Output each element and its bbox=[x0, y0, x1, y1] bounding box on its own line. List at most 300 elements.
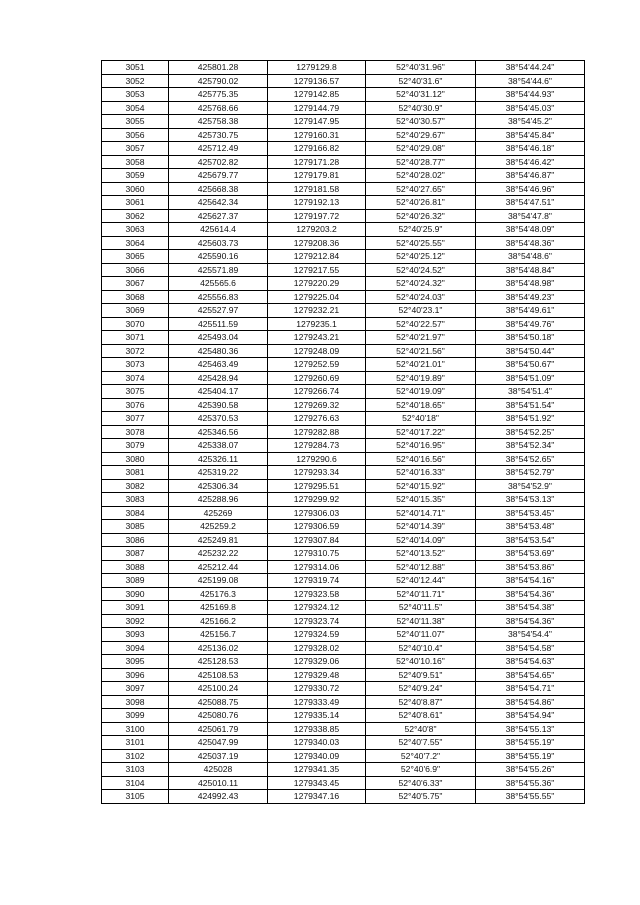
y-coordinate-cell: 1279284.73 bbox=[268, 439, 366, 453]
y-coordinate-cell: 1279347.16 bbox=[268, 790, 366, 804]
y-coordinate-cell: 1279235.1 bbox=[268, 317, 366, 331]
y-coordinate-cell: 1279295.51 bbox=[268, 479, 366, 493]
table-row bbox=[102, 317, 585, 331]
point-number-cell: 3095 bbox=[102, 655, 169, 669]
point-number-cell: 3105 bbox=[102, 790, 169, 804]
longitude-cell: 38°54'53.54" bbox=[476, 533, 585, 547]
table-row bbox=[102, 250, 585, 264]
longitude-cell: 38°54'51.92" bbox=[476, 412, 585, 426]
latitude-cell: 52°40'8.87" bbox=[366, 695, 476, 709]
x-coordinate-cell: 425136.02 bbox=[169, 641, 268, 655]
x-coordinate-cell: 425288.96 bbox=[169, 493, 268, 507]
point-number-cell: 3057 bbox=[102, 142, 169, 156]
table-row bbox=[102, 101, 585, 115]
x-coordinate-cell: 425565.6 bbox=[169, 277, 268, 291]
x-coordinate-cell: 425080.76 bbox=[169, 709, 268, 723]
table-row bbox=[102, 614, 585, 628]
longitude-cell: 38°54'49.61" bbox=[476, 304, 585, 318]
table-row bbox=[102, 88, 585, 102]
y-coordinate-cell: 1279225.04 bbox=[268, 290, 366, 304]
latitude-cell: 52°40'24.32" bbox=[366, 277, 476, 291]
table-row bbox=[102, 641, 585, 655]
longitude-cell: 38°54'51.4" bbox=[476, 385, 585, 399]
longitude-cell: 38°54'54.36" bbox=[476, 614, 585, 628]
longitude-cell: 38°54'55.36" bbox=[476, 776, 585, 790]
y-coordinate-cell: 1279129.8 bbox=[268, 61, 366, 75]
x-coordinate-cell: 425668.38 bbox=[169, 182, 268, 196]
table-row bbox=[102, 412, 585, 426]
x-coordinate-cell: 425480.36 bbox=[169, 344, 268, 358]
longitude-cell: 38°54'49.76" bbox=[476, 317, 585, 331]
longitude-cell: 38°54'53.69" bbox=[476, 547, 585, 561]
table-row bbox=[102, 560, 585, 574]
latitude-cell: 52°40'19.09" bbox=[366, 385, 476, 399]
latitude-cell: 52°40'19.89" bbox=[366, 371, 476, 385]
table-row bbox=[102, 223, 585, 237]
longitude-cell: 38°54'48.84" bbox=[476, 263, 585, 277]
latitude-cell: 52°40'16.56" bbox=[366, 452, 476, 466]
longitude-cell: 38°54'48.6" bbox=[476, 250, 585, 264]
latitude-cell: 52°40'18.65" bbox=[366, 398, 476, 412]
longitude-cell: 38°54'48.36" bbox=[476, 236, 585, 250]
longitude-cell: 38°54'54.4" bbox=[476, 628, 585, 642]
point-number-cell: 3092 bbox=[102, 614, 169, 628]
point-number-cell: 3091 bbox=[102, 601, 169, 615]
point-number-cell: 3076 bbox=[102, 398, 169, 412]
table-row bbox=[102, 169, 585, 183]
point-number-cell: 3051 bbox=[102, 61, 169, 75]
x-coordinate-cell: 425642.34 bbox=[169, 196, 268, 210]
x-coordinate-cell: 425061.79 bbox=[169, 722, 268, 736]
latitude-cell: 52°40'29.67" bbox=[366, 128, 476, 142]
longitude-cell: 38°54'44.24" bbox=[476, 61, 585, 75]
x-coordinate-cell: 425232.22 bbox=[169, 547, 268, 561]
latitude-cell: 52°40'7.2" bbox=[366, 749, 476, 763]
longitude-cell: 38°54'49.23" bbox=[476, 290, 585, 304]
table-row bbox=[102, 452, 585, 466]
point-number-cell: 3065 bbox=[102, 250, 169, 264]
point-number-cell: 3073 bbox=[102, 358, 169, 372]
point-number-cell: 3103 bbox=[102, 763, 169, 777]
y-coordinate-cell: 1279314.06 bbox=[268, 560, 366, 574]
y-coordinate-cell: 1279333.49 bbox=[268, 695, 366, 709]
point-number-cell: 3069 bbox=[102, 304, 169, 318]
longitude-cell: 38°54'53.45" bbox=[476, 506, 585, 520]
longitude-cell: 38°54'52.25" bbox=[476, 425, 585, 439]
latitude-cell: 52°40'14.09" bbox=[366, 533, 476, 547]
longitude-cell: 38°54'50.44" bbox=[476, 344, 585, 358]
latitude-cell: 52°40'12.88" bbox=[366, 560, 476, 574]
x-coordinate-cell: 425326.11 bbox=[169, 452, 268, 466]
table-row bbox=[102, 385, 585, 399]
y-coordinate-cell: 1279243.21 bbox=[268, 331, 366, 345]
latitude-cell: 52°40'15.35" bbox=[366, 493, 476, 507]
y-coordinate-cell: 1279217.55 bbox=[268, 263, 366, 277]
longitude-cell: 38°54'54.86" bbox=[476, 695, 585, 709]
latitude-cell: 52°40'31.6" bbox=[366, 74, 476, 88]
table-row bbox=[102, 466, 585, 480]
x-coordinate-cell: 425156.7 bbox=[169, 628, 268, 642]
x-coordinate-cell: 425404.17 bbox=[169, 385, 268, 399]
table-row bbox=[102, 763, 585, 777]
x-coordinate-cell: 425047.99 bbox=[169, 736, 268, 750]
y-coordinate-cell: 1279335.14 bbox=[268, 709, 366, 723]
latitude-cell: 52°40'24.03" bbox=[366, 290, 476, 304]
x-coordinate-cell: 425212.44 bbox=[169, 560, 268, 574]
longitude-cell: 38°54'54.16" bbox=[476, 574, 585, 588]
latitude-cell: 52°40'7.55" bbox=[366, 736, 476, 750]
y-coordinate-cell: 1279166.82 bbox=[268, 142, 366, 156]
latitude-cell: 52°40'31.12" bbox=[366, 88, 476, 102]
point-number-cell: 3061 bbox=[102, 196, 169, 210]
table-row bbox=[102, 709, 585, 723]
latitude-cell: 52°40'5.75" bbox=[366, 790, 476, 804]
longitude-cell: 38°54'54.94" bbox=[476, 709, 585, 723]
y-coordinate-cell: 1279144.79 bbox=[268, 101, 366, 115]
x-coordinate-cell: 425428.94 bbox=[169, 371, 268, 385]
y-coordinate-cell: 1279340.03 bbox=[268, 736, 366, 750]
longitude-cell: 38°54'46.18" bbox=[476, 142, 585, 156]
table-row bbox=[102, 115, 585, 129]
point-number-cell: 3099 bbox=[102, 709, 169, 723]
x-coordinate-cell: 425463.49 bbox=[169, 358, 268, 372]
latitude-cell: 52°40'27.65" bbox=[366, 182, 476, 196]
latitude-cell: 52°40'11.07" bbox=[366, 628, 476, 642]
y-coordinate-cell: 1279324.12 bbox=[268, 601, 366, 615]
longitude-cell: 38°54'54.63" bbox=[476, 655, 585, 669]
longitude-cell: 38°54'55.19" bbox=[476, 749, 585, 763]
table-row bbox=[102, 749, 585, 763]
x-coordinate-cell: 425100.24 bbox=[169, 682, 268, 696]
point-number-cell: 3096 bbox=[102, 668, 169, 682]
table-row bbox=[102, 722, 585, 736]
longitude-cell: 38°54'51.54" bbox=[476, 398, 585, 412]
table-row bbox=[102, 398, 585, 412]
point-number-cell: 3058 bbox=[102, 155, 169, 169]
y-coordinate-cell: 1279276.63 bbox=[268, 412, 366, 426]
y-coordinate-cell: 1279197.72 bbox=[268, 209, 366, 223]
longitude-cell: 38°54'53.86" bbox=[476, 560, 585, 574]
table-row bbox=[102, 155, 585, 169]
point-number-cell: 3090 bbox=[102, 587, 169, 601]
point-number-cell: 3053 bbox=[102, 88, 169, 102]
longitude-cell: 38°54'52.65" bbox=[476, 452, 585, 466]
y-coordinate-cell: 1279319.74 bbox=[268, 574, 366, 588]
latitude-cell: 52°40'30.9" bbox=[366, 101, 476, 115]
table-row bbox=[102, 533, 585, 547]
table-row bbox=[102, 209, 585, 223]
x-coordinate-cell: 425176.3 bbox=[169, 587, 268, 601]
point-number-cell: 3089 bbox=[102, 574, 169, 588]
table-row bbox=[102, 236, 585, 250]
point-number-cell: 3097 bbox=[102, 682, 169, 696]
point-number-cell: 3100 bbox=[102, 722, 169, 736]
point-number-cell: 3079 bbox=[102, 439, 169, 453]
x-coordinate-cell: 425338.07 bbox=[169, 439, 268, 453]
x-coordinate-cell: 425614.4 bbox=[169, 223, 268, 237]
latitude-cell: 52°40'8.61" bbox=[366, 709, 476, 723]
point-number-cell: 3084 bbox=[102, 506, 169, 520]
y-coordinate-cell: 1279341.35 bbox=[268, 763, 366, 777]
y-coordinate-cell: 1279220.29 bbox=[268, 277, 366, 291]
y-coordinate-cell: 1279192.13 bbox=[268, 196, 366, 210]
longitude-cell: 38°54'55.26" bbox=[476, 763, 585, 777]
y-coordinate-cell: 1279340.09 bbox=[268, 749, 366, 763]
longitude-cell: 38°54'47.51" bbox=[476, 196, 585, 210]
y-coordinate-cell: 1279260.69 bbox=[268, 371, 366, 385]
x-coordinate-cell: 425801.28 bbox=[169, 61, 268, 75]
longitude-cell: 38°54'50.67" bbox=[476, 358, 585, 372]
y-coordinate-cell: 1279160.31 bbox=[268, 128, 366, 142]
latitude-cell: 52°40'10.4" bbox=[366, 641, 476, 655]
latitude-cell: 52°40'26.32" bbox=[366, 209, 476, 223]
latitude-cell: 52°40'6.33" bbox=[366, 776, 476, 790]
point-number-cell: 3083 bbox=[102, 493, 169, 507]
table-row bbox=[102, 128, 585, 142]
longitude-cell: 38°54'53.13" bbox=[476, 493, 585, 507]
y-coordinate-cell: 1279330.72 bbox=[268, 682, 366, 696]
longitude-cell: 38°54'55.13" bbox=[476, 722, 585, 736]
y-coordinate-cell: 1279329.06 bbox=[268, 655, 366, 669]
table-row bbox=[102, 628, 585, 642]
table-row bbox=[102, 520, 585, 534]
point-number-cell: 3077 bbox=[102, 412, 169, 426]
latitude-cell: 52°40'14.71" bbox=[366, 506, 476, 520]
table-row bbox=[102, 506, 585, 520]
x-coordinate-cell: 425679.77 bbox=[169, 169, 268, 183]
table-row bbox=[102, 263, 585, 277]
x-coordinate-cell: 425527.97 bbox=[169, 304, 268, 318]
table-row bbox=[102, 142, 585, 156]
y-coordinate-cell: 1279290.6 bbox=[268, 452, 366, 466]
longitude-cell: 38°54'45.03" bbox=[476, 101, 585, 115]
table-row bbox=[102, 439, 585, 453]
longitude-cell: 38°54'46.42" bbox=[476, 155, 585, 169]
y-coordinate-cell: 1279299.92 bbox=[268, 493, 366, 507]
point-number-cell: 3056 bbox=[102, 128, 169, 142]
latitude-cell: 52°40'11.5" bbox=[366, 601, 476, 615]
latitude-cell: 52°40'30.57" bbox=[366, 115, 476, 129]
latitude-cell: 52°40'25.9" bbox=[366, 223, 476, 237]
y-coordinate-cell: 1279136.57 bbox=[268, 74, 366, 88]
table-row bbox=[102, 655, 585, 669]
latitude-cell: 52°40'29.08" bbox=[366, 142, 476, 156]
latitude-cell: 52°40'11.71" bbox=[366, 587, 476, 601]
longitude-cell: 38°54'48.98" bbox=[476, 277, 585, 291]
x-coordinate-cell: 425790.02 bbox=[169, 74, 268, 88]
point-number-cell: 3087 bbox=[102, 547, 169, 561]
point-number-cell: 3093 bbox=[102, 628, 169, 642]
latitude-cell: 52°40'25.55" bbox=[366, 236, 476, 250]
x-coordinate-cell: 425603.73 bbox=[169, 236, 268, 250]
latitude-cell: 52°40'13.52" bbox=[366, 547, 476, 561]
y-coordinate-cell: 1279338.85 bbox=[268, 722, 366, 736]
point-number-cell: 3094 bbox=[102, 641, 169, 655]
y-coordinate-cell: 1279282.88 bbox=[268, 425, 366, 439]
y-coordinate-cell: 1279142.85 bbox=[268, 88, 366, 102]
latitude-cell: 52°40'21.97" bbox=[366, 331, 476, 345]
y-coordinate-cell: 1279252.59 bbox=[268, 358, 366, 372]
x-coordinate-cell: 425259.2 bbox=[169, 520, 268, 534]
longitude-cell: 38°54'46.96" bbox=[476, 182, 585, 196]
point-number-cell: 3059 bbox=[102, 169, 169, 183]
point-number-cell: 3055 bbox=[102, 115, 169, 129]
table-row bbox=[102, 587, 585, 601]
x-coordinate-cell: 425169.8 bbox=[169, 601, 268, 615]
y-coordinate-cell: 1279203.2 bbox=[268, 223, 366, 237]
longitude-cell: 38°54'45.84" bbox=[476, 128, 585, 142]
latitude-cell: 52°40'23.1" bbox=[366, 304, 476, 318]
table-row bbox=[102, 493, 585, 507]
longitude-cell: 38°54'44.6" bbox=[476, 74, 585, 88]
table-row bbox=[102, 547, 585, 561]
table-row bbox=[102, 277, 585, 291]
table-row bbox=[102, 574, 585, 588]
x-coordinate-cell: 425088.75 bbox=[169, 695, 268, 709]
longitude-cell: 38°54'52.9" bbox=[476, 479, 585, 493]
latitude-cell: 52°40'10.16" bbox=[366, 655, 476, 669]
x-coordinate-cell: 425768.66 bbox=[169, 101, 268, 115]
y-coordinate-cell: 1279171.28 bbox=[268, 155, 366, 169]
point-number-cell: 3088 bbox=[102, 560, 169, 574]
y-coordinate-cell: 1279208.36 bbox=[268, 236, 366, 250]
table-row bbox=[102, 479, 585, 493]
y-coordinate-cell: 1279323.74 bbox=[268, 614, 366, 628]
latitude-cell: 52°40'25.12" bbox=[366, 250, 476, 264]
longitude-cell: 38°54'53.48" bbox=[476, 520, 585, 534]
longitude-cell: 38°54'55.55" bbox=[476, 790, 585, 804]
table-row bbox=[102, 425, 585, 439]
x-coordinate-cell: 425702.82 bbox=[169, 155, 268, 169]
table-row bbox=[102, 790, 585, 804]
y-coordinate-cell: 1279212.84 bbox=[268, 250, 366, 264]
point-number-cell: 3070 bbox=[102, 317, 169, 331]
y-coordinate-cell: 1279269.32 bbox=[268, 398, 366, 412]
longitude-cell: 38°54'52.79" bbox=[476, 466, 585, 480]
longitude-cell: 38°54'46.87" bbox=[476, 169, 585, 183]
point-number-cell: 3072 bbox=[102, 344, 169, 358]
latitude-cell: 52°40'9.51" bbox=[366, 668, 476, 682]
longitude-cell: 38°54'54.71" bbox=[476, 682, 585, 696]
point-number-cell: 3062 bbox=[102, 209, 169, 223]
x-coordinate-cell: 425166.2 bbox=[169, 614, 268, 628]
y-coordinate-cell: 1279310.75 bbox=[268, 547, 366, 561]
y-coordinate-cell: 1279293.34 bbox=[268, 466, 366, 480]
table-row bbox=[102, 304, 585, 318]
longitude-cell: 38°54'54.36" bbox=[476, 587, 585, 601]
table-row bbox=[102, 695, 585, 709]
y-coordinate-cell: 1279266.74 bbox=[268, 385, 366, 399]
x-coordinate-cell: 425249.81 bbox=[169, 533, 268, 547]
y-coordinate-cell: 1279306.59 bbox=[268, 520, 366, 534]
longitude-cell: 38°54'50.18" bbox=[476, 331, 585, 345]
y-coordinate-cell: 1279329.48 bbox=[268, 668, 366, 682]
x-coordinate-cell: 425590.16 bbox=[169, 250, 268, 264]
x-coordinate-cell: 425775.35 bbox=[169, 88, 268, 102]
table-row bbox=[102, 682, 585, 696]
longitude-cell: 38°54'54.38" bbox=[476, 601, 585, 615]
table-row bbox=[102, 601, 585, 615]
longitude-cell: 38°54'55.19" bbox=[476, 736, 585, 750]
y-coordinate-cell: 1279323.58 bbox=[268, 587, 366, 601]
table-row bbox=[102, 331, 585, 345]
y-coordinate-cell: 1279248.09 bbox=[268, 344, 366, 358]
x-coordinate-cell: 425128.53 bbox=[169, 655, 268, 669]
x-coordinate-cell: 425108.53 bbox=[169, 668, 268, 682]
latitude-cell: 52°40'8" bbox=[366, 722, 476, 736]
point-number-cell: 3075 bbox=[102, 385, 169, 399]
table-row bbox=[102, 182, 585, 196]
x-coordinate-cell: 425511.59 bbox=[169, 317, 268, 331]
point-number-cell: 3068 bbox=[102, 290, 169, 304]
x-coordinate-cell: 425028 bbox=[169, 763, 268, 777]
point-number-cell: 3082 bbox=[102, 479, 169, 493]
point-number-cell: 3086 bbox=[102, 533, 169, 547]
x-coordinate-cell: 425390.58 bbox=[169, 398, 268, 412]
x-coordinate-cell: 425758.38 bbox=[169, 115, 268, 129]
latitude-cell: 52°40'28.02" bbox=[366, 169, 476, 183]
y-coordinate-cell: 1279147.95 bbox=[268, 115, 366, 129]
y-coordinate-cell: 1279232.21 bbox=[268, 304, 366, 318]
latitude-cell: 52°40'28.77" bbox=[366, 155, 476, 169]
latitude-cell: 52°40'11.38" bbox=[366, 614, 476, 628]
y-coordinate-cell: 1279179.81 bbox=[268, 169, 366, 183]
x-coordinate-cell: 425306.34 bbox=[169, 479, 268, 493]
latitude-cell: 52°40'6.9" bbox=[366, 763, 476, 777]
y-coordinate-cell: 1279306.03 bbox=[268, 506, 366, 520]
x-coordinate-cell: 425712.49 bbox=[169, 142, 268, 156]
table-row bbox=[102, 61, 585, 75]
y-coordinate-cell: 1279328.02 bbox=[268, 641, 366, 655]
x-coordinate-cell: 424992.43 bbox=[169, 790, 268, 804]
table-row bbox=[102, 668, 585, 682]
x-coordinate-cell: 425199.08 bbox=[169, 574, 268, 588]
longitude-cell: 38°54'48.09" bbox=[476, 223, 585, 237]
latitude-cell: 52°40'9.24" bbox=[366, 682, 476, 696]
latitude-cell: 52°40'22.57" bbox=[366, 317, 476, 331]
longitude-cell: 38°54'44.93" bbox=[476, 88, 585, 102]
point-number-cell: 3080 bbox=[102, 452, 169, 466]
x-coordinate-cell: 425269 bbox=[169, 506, 268, 520]
longitude-cell: 38°54'54.65" bbox=[476, 668, 585, 682]
x-coordinate-cell: 425493.04 bbox=[169, 331, 268, 345]
point-number-cell: 3071 bbox=[102, 331, 169, 345]
point-number-cell: 3101 bbox=[102, 736, 169, 750]
table-row bbox=[102, 196, 585, 210]
x-coordinate-cell: 425346.56 bbox=[169, 425, 268, 439]
x-coordinate-cell: 425037.19 bbox=[169, 749, 268, 763]
longitude-cell: 38°54'52.34" bbox=[476, 439, 585, 453]
point-number-cell: 3064 bbox=[102, 236, 169, 250]
y-coordinate-cell: 1279343.45 bbox=[268, 776, 366, 790]
point-number-cell: 3078 bbox=[102, 425, 169, 439]
point-number-cell: 3052 bbox=[102, 74, 169, 88]
table-row bbox=[102, 776, 585, 790]
x-coordinate-cell: 425627.37 bbox=[169, 209, 268, 223]
coordinate-table bbox=[101, 60, 585, 804]
point-number-cell: 3054 bbox=[102, 101, 169, 115]
longitude-cell: 38°54'45.2" bbox=[476, 115, 585, 129]
y-coordinate-cell: 1279181.58 bbox=[268, 182, 366, 196]
x-coordinate-cell: 425370.53 bbox=[169, 412, 268, 426]
latitude-cell: 52°40'21.01" bbox=[366, 358, 476, 372]
table-row bbox=[102, 344, 585, 358]
latitude-cell: 52°40'16.33" bbox=[366, 466, 476, 480]
longitude-cell: 38°54'54.58" bbox=[476, 641, 585, 655]
x-coordinate-cell: 425571.89 bbox=[169, 263, 268, 277]
latitude-cell: 52°40'18" bbox=[366, 412, 476, 426]
table-row bbox=[102, 371, 585, 385]
